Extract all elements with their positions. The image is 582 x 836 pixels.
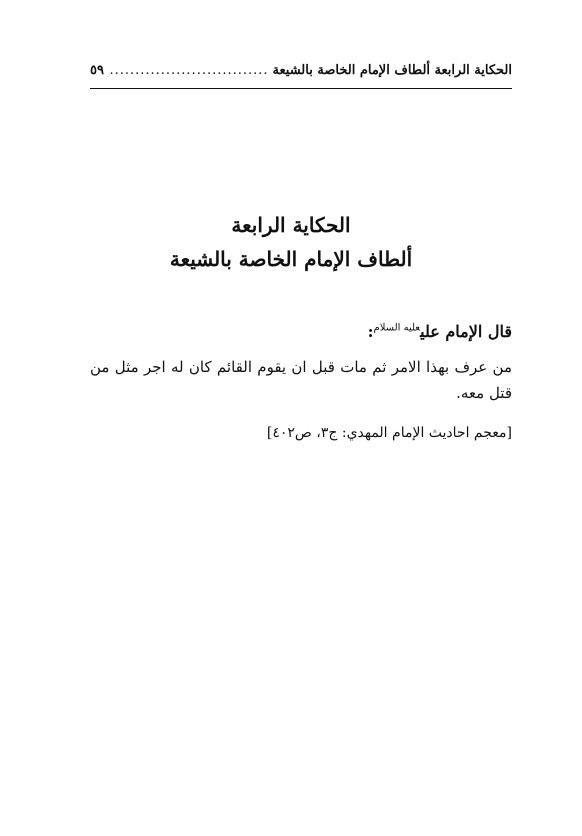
chapter-title: الحكاية الرابعة	[231, 213, 351, 237]
hadith-text: من عرف بهذا الامر ثم مات قبل ان يقوم القائم كان له اجر مثل من قتل معه.	[90, 358, 512, 402]
speaker-label: قال الإمام علي	[420, 322, 512, 341]
header-rule	[90, 88, 512, 89]
running-header	[90, 63, 512, 85]
running-header-title: الحكاية الرابعة ألطاف الإمام الخاصة بالشيعة	[272, 63, 512, 78]
source-citation: [معجم احاديث الإمام المهدي: ج٣، ص٤٠٢]	[266, 425, 512, 441]
leader-dots	[108, 63, 269, 78]
page-number: ٥٩	[90, 63, 104, 78]
honorific-mark: عليه السلام	[373, 322, 421, 334]
speaker-colon: :	[367, 322, 374, 341]
chapter-heading	[60, 208, 522, 276]
chapter-subtitle: ألطاف الإمام الخاصة بالشيعة	[169, 247, 413, 271]
quote-speaker	[90, 322, 512, 341]
